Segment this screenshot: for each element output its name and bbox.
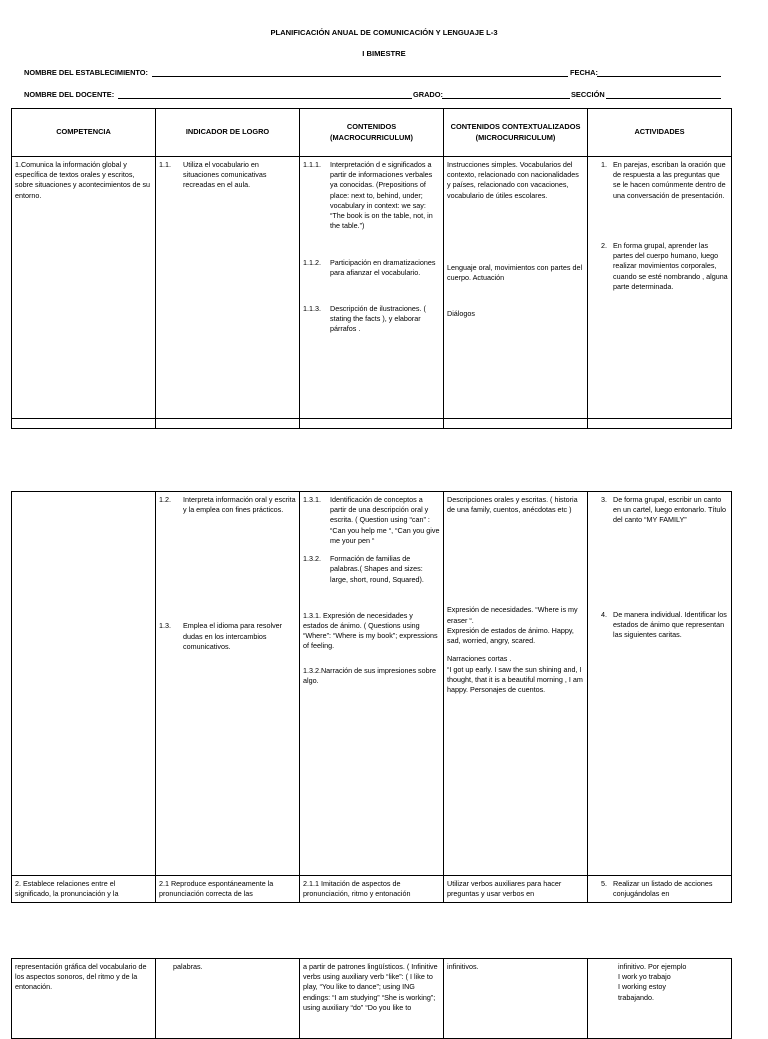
indicador-cell <box>156 157 300 419</box>
micro-text: Instrucciones simples. Vocabularios del contexto, relacionado con nacionalidades y países, relacionado con vacaciones, vocabulario de útiles escolares. <box>447 160 579 200</box>
table-row-empty <box>12 419 732 429</box>
actividades-cell <box>588 876 732 903</box>
contenido-text: 1.3.2.Narración de sus impresiones sobre algo. <box>303 665 437 685</box>
micro-text: Lenguaje oral, movimientos con partes del cuerpo. Actuación <box>447 262 583 283</box>
actividad-number: 2. <box>601 240 607 250</box>
contenidos-cell <box>300 157 444 419</box>
competencia-cell <box>12 492 156 876</box>
contenido-text: Descripción de ilustraciones. ( stating the facts ), y elaborar párrafos . <box>330 303 426 334</box>
table-row <box>12 157 732 419</box>
col-contenidos: CONTENIDOS (MACROCURRICULUM) <box>300 109 444 157</box>
micro-text: Narraciones cortas . “I got up early. I saw the sun shining and, I thought, that it is a beautiful morning , I am happy. Personajes de cuentos. <box>447 654 583 694</box>
indicador-number: 1.2. <box>159 495 171 504</box>
col-indicador: INDICADOR DE LOGRO <box>156 109 300 157</box>
indicador-cell: palabras. <box>156 959 300 1039</box>
contenido-number: 1.1.3. <box>303 303 321 313</box>
contenido-text: 1.3.1. Expresión de necesidades y estados de ánimo. ( Questions using “Where”: “Where is my book”; expressions of feeling. <box>303 610 438 651</box>
actividad-number: 5. <box>601 879 607 888</box>
contenidos-cell: a partir de patrones lingüísticos. ( Infinitive verbs using auxiliary verb “like”: ( I like to play, “You like to dance”; using ING endings: “I am studying” “She is working”; using auxiliary “do” “Do you like to <box>300 959 444 1039</box>
document-title: PLANIFICACIÓN ANUAL DE COMUNICACIÓN Y LENGUAJE L-3 <box>270 28 498 37</box>
teacher-field-line <box>118 98 412 99</box>
micro-text: Diálogos <box>447 309 475 319</box>
teacher-grade-row <box>24 90 724 102</box>
table-row <box>12 876 732 903</box>
contenido-number: 1.3.2. <box>303 554 321 564</box>
indicador-text: Utiliza el vocabulario en situaciones comunicativas recreadas en el aula. <box>183 160 267 190</box>
contenido-number: 1.1.1. <box>303 160 321 169</box>
grade-label: GRADO: <box>413 90 443 99</box>
col-contextualizados: CONTENIDOS CONTEXTUALIZADOS (MICROCURRICULUM) <box>444 109 588 157</box>
contenido-text: Identificación de conceptos a partir de una descripción oral y escrita. ( Question using “can” : “Can you help me “, “Can you give me your pen “ <box>330 495 440 545</box>
actividad-text: Realizar un listado de acciones conjugándolas en <box>613 879 713 899</box>
competencia-cell: representación gráfica del vocabulario de los aspectos sonoros, del ritmo y de la entonación. <box>12 959 156 1039</box>
table-row <box>12 492 732 876</box>
planning-table-2 <box>11 491 732 903</box>
actividad-number: 3. <box>601 495 607 504</box>
contextualizados-cell <box>444 492 588 876</box>
contenido-number: 1.1.2. <box>303 257 321 267</box>
actividad-text: De forma grupal, escribir un canto en un cartel, luego entonarlo. Título del canto “MY FAMILY” <box>613 495 726 525</box>
indicador-cell <box>156 492 300 876</box>
date-field-line <box>597 76 721 77</box>
contextualizados-cell: Utilizar verbos auxiliares para hacer preguntas y usar verbos en <box>444 876 588 903</box>
competencia-cell: 2. Establece relaciones entre el significado, la pronunciación y la <box>12 876 156 903</box>
date-label: FECHA: <box>570 68 598 77</box>
actividades-cell: infinitivo. Por ejemplo I work yo trabajo I working estoy trabajando. <box>588 959 732 1039</box>
actividad-number: 4. <box>601 609 607 619</box>
grade-field-line <box>442 98 570 99</box>
contenido-number: 1.3.1. <box>303 495 321 504</box>
table-row <box>12 959 732 1039</box>
indicador-text: Interpreta información oral y escrita y la emplea con fines prácticos. <box>183 495 296 515</box>
micro-text: Expresión de necesidades. “Where is my eraser “. Expresión de estados de ánimo. Happy, sad, worried, angry, scared. <box>447 605 578 646</box>
indicador-cell: 2.1 Reproduce espontáneamente la pronunciación correcta de las <box>156 876 300 903</box>
indicador-number: 1.3. <box>159 621 171 631</box>
competencia-cell <box>12 157 156 419</box>
section-label: SECCIÓN <box>571 90 605 99</box>
competencia-text: 1.Comunica la información global y específica de textos orales y escritos, sobre situaciones y acontecimientos de su entorno. <box>15 160 151 200</box>
contenido-text: Interpretación d e significados a partir de informaciones verbales ya conocidas. (Prepositions of place: next to, behind, under; vocabulary in context: we say: “The book is on the table, not, in the table.”) <box>330 160 433 231</box>
contenido-text: Participación en dramatizaciones para afianzar el vocabulario. <box>330 257 436 277</box>
actividades-cell <box>588 492 732 876</box>
col-actividades: ACTIVIDADES <box>588 109 732 157</box>
school-label: NOMBRE DEL ESTABLECIMIENTO: <box>24 68 149 77</box>
actividad-text: En forma grupal, aprender las partes del cuerpo humano, luego realizar movimientos corporales, cuando se esté nombrando , alguna parte determinada. <box>613 240 728 291</box>
actividad-text: De manera individual. Identificar los estados de ánimo que representan las siguientes caritas. <box>613 609 727 640</box>
document-subtitle: I BIMESTRE <box>362 49 406 58</box>
indicador-number: 1.1. <box>159 160 171 169</box>
planning-table-3 <box>11 958 732 1039</box>
contenido-text: Formación de familias de palabras.( Shapes and sizes: large, short, round, Squared). <box>330 554 424 584</box>
contextualizados-cell <box>444 157 588 419</box>
actividad-number: 1. <box>601 160 607 169</box>
header-row <box>12 109 732 157</box>
indicador-text: Emplea el idioma para resolver dudas en los intercambios comunicativos. <box>183 621 283 651</box>
planning-table-1 <box>11 108 732 429</box>
section-field-line <box>606 98 721 99</box>
contenidos-cell: 2.1.1 Imitación de aspectos de pronunciación, ritmo y entonación <box>300 876 444 903</box>
micro-text: Descripciones orales y escritas. ( historia de una family, cuentos, anécdotas etc ) <box>447 495 578 515</box>
teacher-label: NOMBRE DEL DOCENTE: <box>24 90 115 99</box>
contenidos-cell <box>300 492 444 876</box>
contextualizados-cell: infinitivos. <box>444 959 588 1039</box>
actividad-text: En parejas, escriban la oración que de respuesta a las preguntas que se le hacen comúnmente dentro de una conversación de presentación. <box>613 160 726 200</box>
col-competencia: COMPETENCIA <box>12 109 156 157</box>
school-field-line <box>152 76 568 77</box>
actividades-cell <box>588 157 732 419</box>
school-date-row <box>24 68 724 80</box>
